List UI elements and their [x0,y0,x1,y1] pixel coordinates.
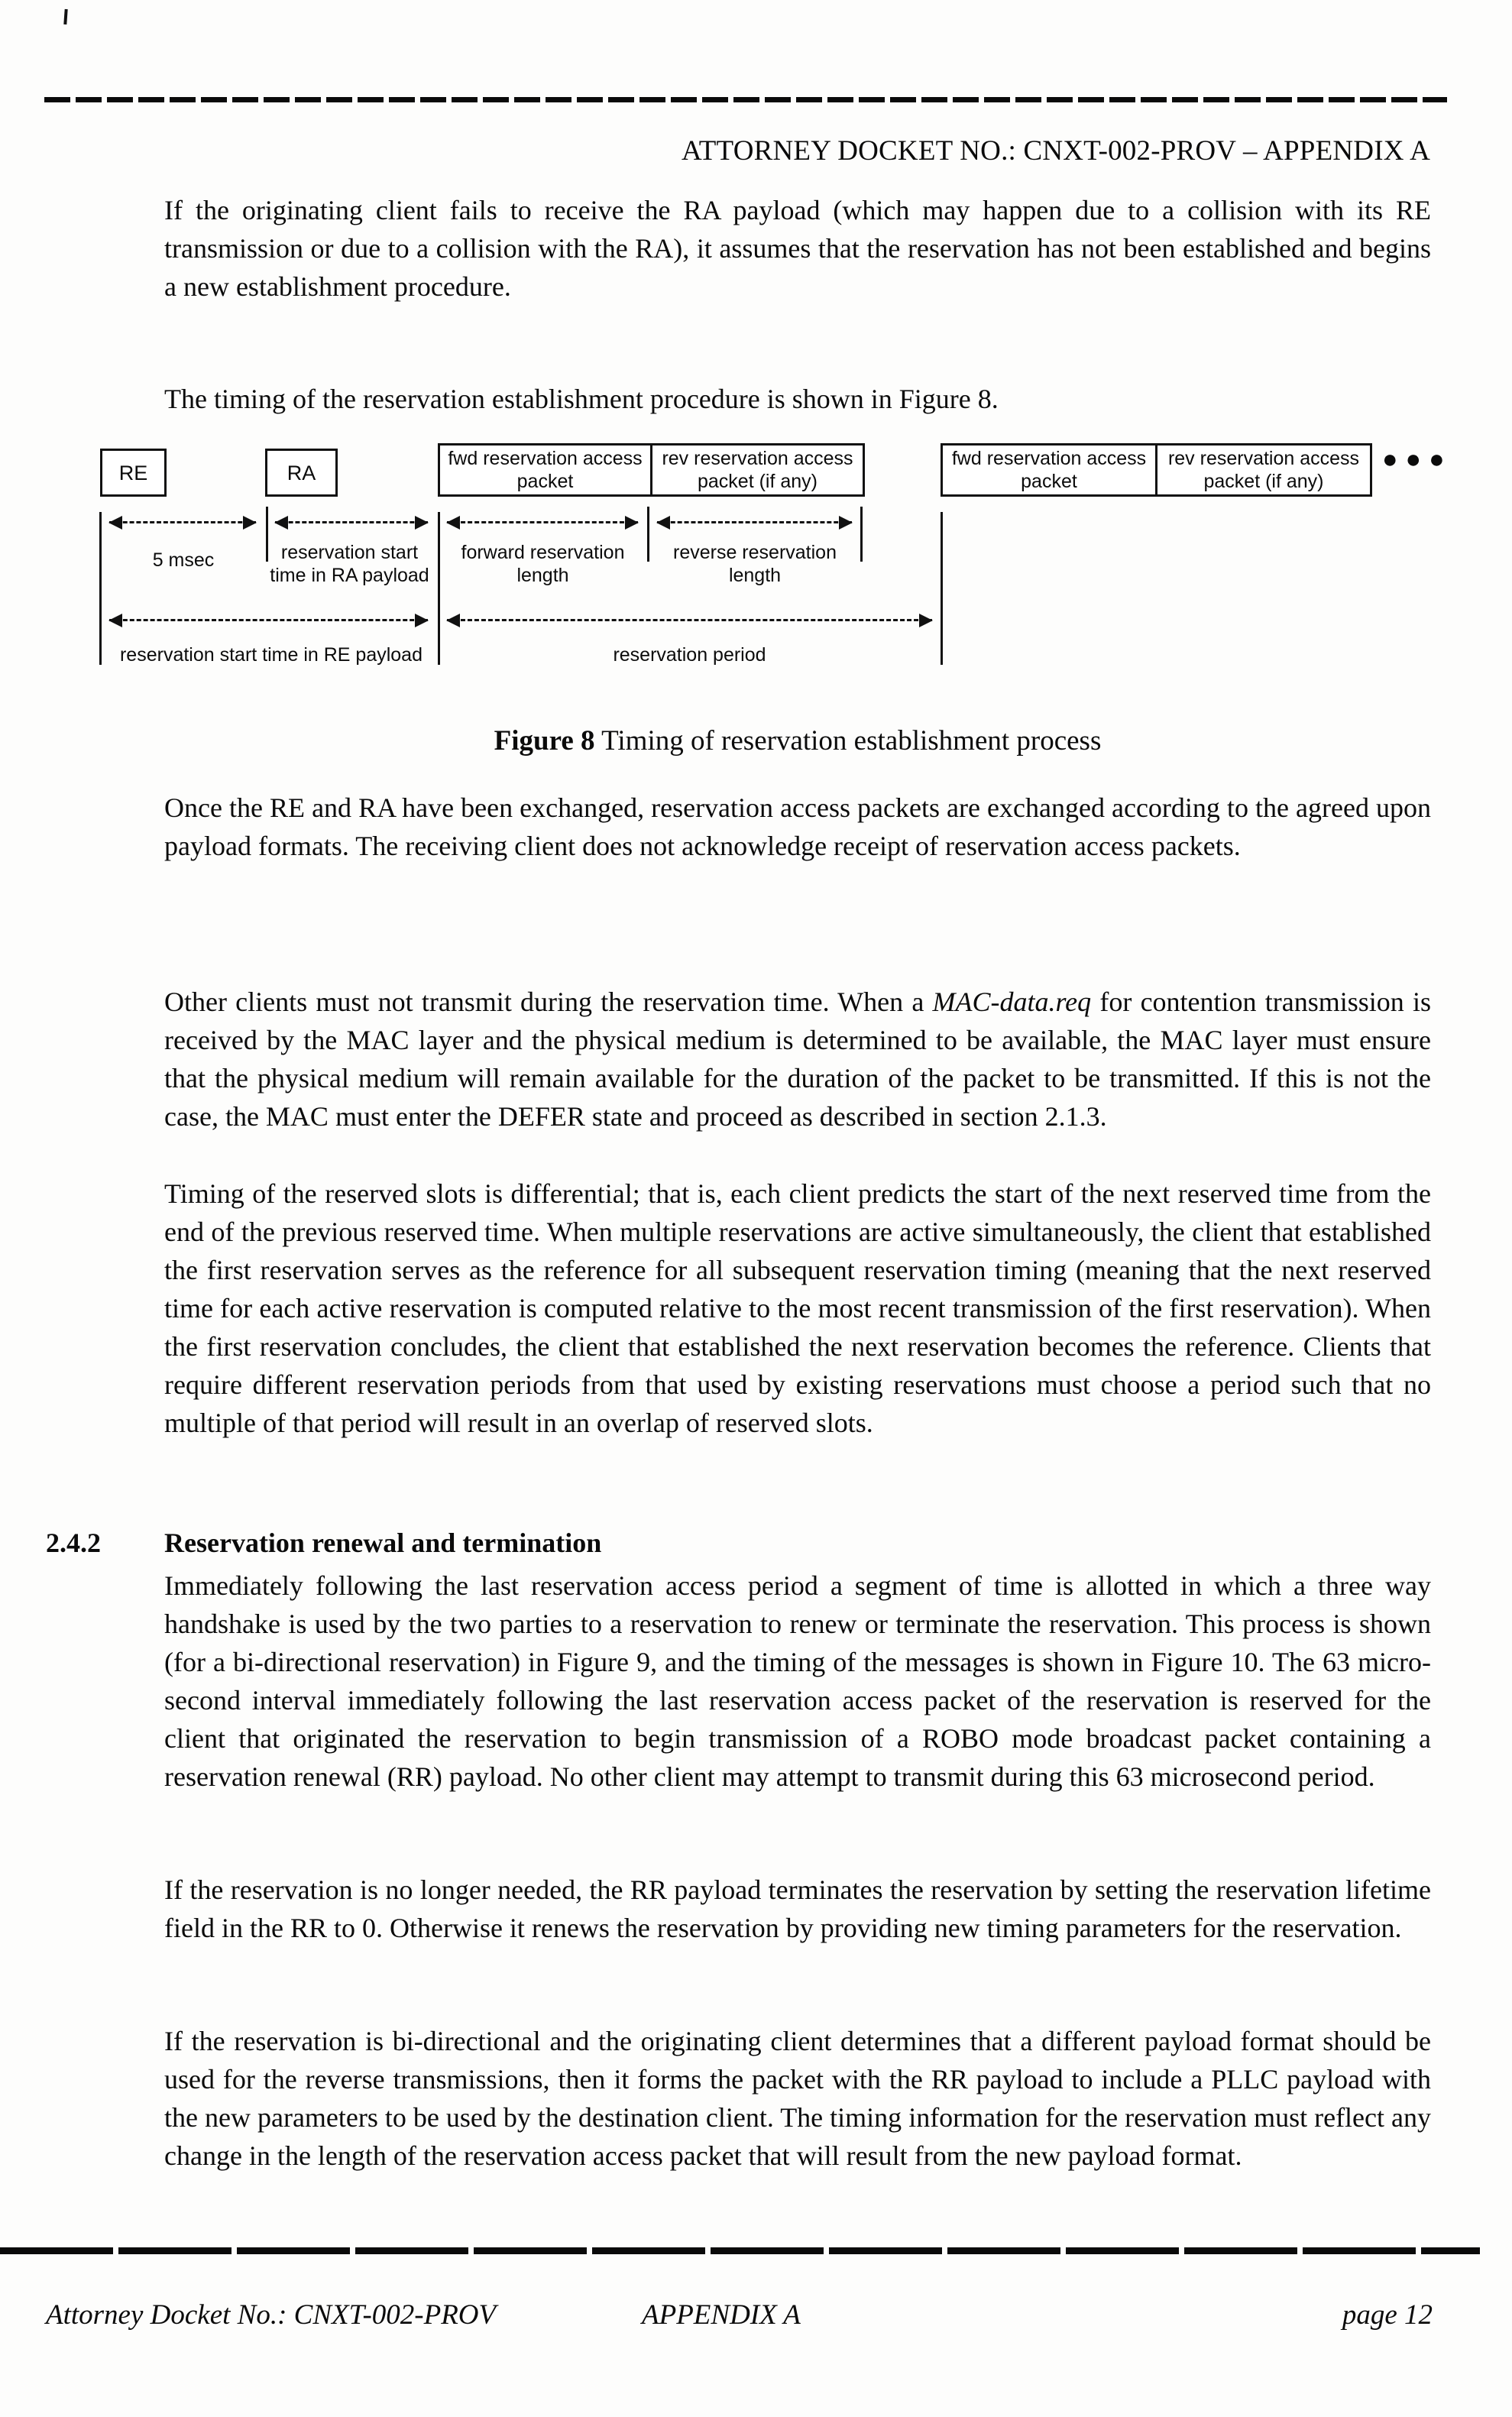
paragraph-other-clients-pre: Other clients must not transmit during the reservation time. When a [164,987,933,1017]
rev-reservation-access-packet-box: rev reservation access packet (if any) [1155,445,1370,494]
paragraph-timing-intro: The timing of the reservation establishment procedure is shown in Figure 8. [164,384,999,414]
paragraph-renewal-handshake: Immediately following the last reservation access period a segment of time is allotted in which a three way handshake is used by the two parties to a reservation to renew or terminate the reservation. This process is shown (for a bi-directional reservation) in Figure 9, and the timing of the messages is shown in Figure 10. The 63 micro-second interval immediately following the last reservation access packet of the reservation is reserved for the client that originated the reservation to begin transmission of a ROBO mode broadcast packet containing a reservation renewal (RR) payload. No other client may attempt to transmit during this 63 microsecond period. [164,1570,1431,1792]
label-forward-reservation-length: forward reservation length [461,542,625,586]
section-title: Reservation renewal and termination [164,1528,602,1558]
label-reservation-start-re: reservation start time in RE payload [119,644,423,666]
access-packet-group-1 [438,443,865,497]
figure8-caption-text: Timing of reservation establishment process [594,725,1102,757]
label-reservation-period: reservation period [613,644,766,666]
mac-data-req-term: MAC-data.req [932,987,1092,1017]
paragraph-ra-payload-failure: If the originating client fails to receive the RA payload (which may happen due to a collision with its RE transmission or due to a collision with the RA), it assumes that the reservation has not been established and begins a new establishment procedure. [164,195,1431,302]
paragraph-other-clients [164,983,1431,1136]
label-reservation-start-ra: reservation start time in RA payload [270,542,429,586]
arrow-reservation-period [447,619,932,621]
re-box: RE [100,449,167,497]
paragraph-bidirectional-pllc: If the reservation is bi-directional and the originating client determines that a different payload format should be used for the reverse transmissions, then it forms the packet with the RR payload to include a PLLC payload with the new parameters to be used by the destination client. The timing information for the reservation must reflect any change in the length of the reservation access packet that will result from the new payload format. [164,2026,1431,2171]
scan-artifact-mark [63,9,67,24]
timeline-guide-mid [438,512,440,665]
timeline-tick-c [860,507,863,562]
page-header-docket: ATTORNEY DOCKET NO.: CNXT-002-PROV – APPENDIX A [681,135,1430,167]
arrow-forward-reservation-length [447,521,638,523]
section-number: 2.4.2 [46,1528,101,1558]
label-5msec: 5 msec [152,549,215,571]
top-divider-rule [44,97,1447,102]
arrow-reservation-start-ra [275,521,428,523]
arrow-reservation-start-re [109,619,428,621]
arrow-5msec [109,521,256,523]
timeline-guide-left [99,512,102,665]
timeline-tick-b [647,507,649,562]
figure8-timing-diagram [46,428,1482,680]
footer-appendix: APPENDIX A [642,2299,801,2331]
paragraph-differential-timing: Timing of the reserved slots is differential; that is, each client predicts the start of the next reserved time from the end of the previous reserved time. When multiple reservations are active simultaneously, the client that established the first reservation serves as the reference for all subsequent reservation timing (meaning that the next reserved time for each active reservation is computed relative to the most recent transmission of the first reservation). When the first reservation concludes, the client that established the next reservation becomes the reference. Clients that require different reservation periods from that used by existing reservations must choose a period such that no multiple of that period will result in an overlap of reserved slots. [164,1178,1431,1438]
arrow-reverse-reservation-length [657,521,852,523]
access-packet-group-2 [941,443,1372,497]
label-reverse-reservation-length: reverse reservation length [673,542,837,586]
bottom-divider-rule [0,2247,1480,2254]
paragraph-other-clients-post: for contention transmission is received by the MAC layer and the physical medium is determined to be available, the MAC layer must ensure that the physical medium will remain available for the duration of the packet to be transmitted. If this is not the case, the MAC must enter the DEFER state and proceed as described in section 2.1.3. [164,987,1431,1132]
footer-docket: Attorney Docket No.: CNXT-002-PROV [46,2299,497,2331]
footer-page-number: page 12 [1342,2299,1433,2331]
ra-box: RA [265,449,338,497]
paragraph-rr-termination: If the reservation is no longer needed, the RR payload terminates the reservation by setting the reservation lifetime field in the RR to 0. Otherwise it renews the reservation by providing new timing parameters for the reservation. [164,1874,1431,1943]
paragraph-re-ra-exchanged: Once the RE and RA have been exchanged, reservation access packets are exchanged according to the agreed upon payload formats. The receiving client does not acknowledge receipt of reservation access packets. [164,792,1431,861]
figure8-caption [164,724,1431,757]
continuation-ellipsis: ●●● [1382,445,1452,474]
timeline-guide-right [941,512,943,665]
rev-reservation-access-packet-box: rev reservation access packet (if any) [650,445,863,494]
fwd-reservation-access-packet-box: fwd reservation access packet [448,448,643,492]
figure8-caption-label: Figure 8 [494,725,595,757]
fwd-reservation-access-packet-box: fwd reservation access packet [951,448,1147,492]
